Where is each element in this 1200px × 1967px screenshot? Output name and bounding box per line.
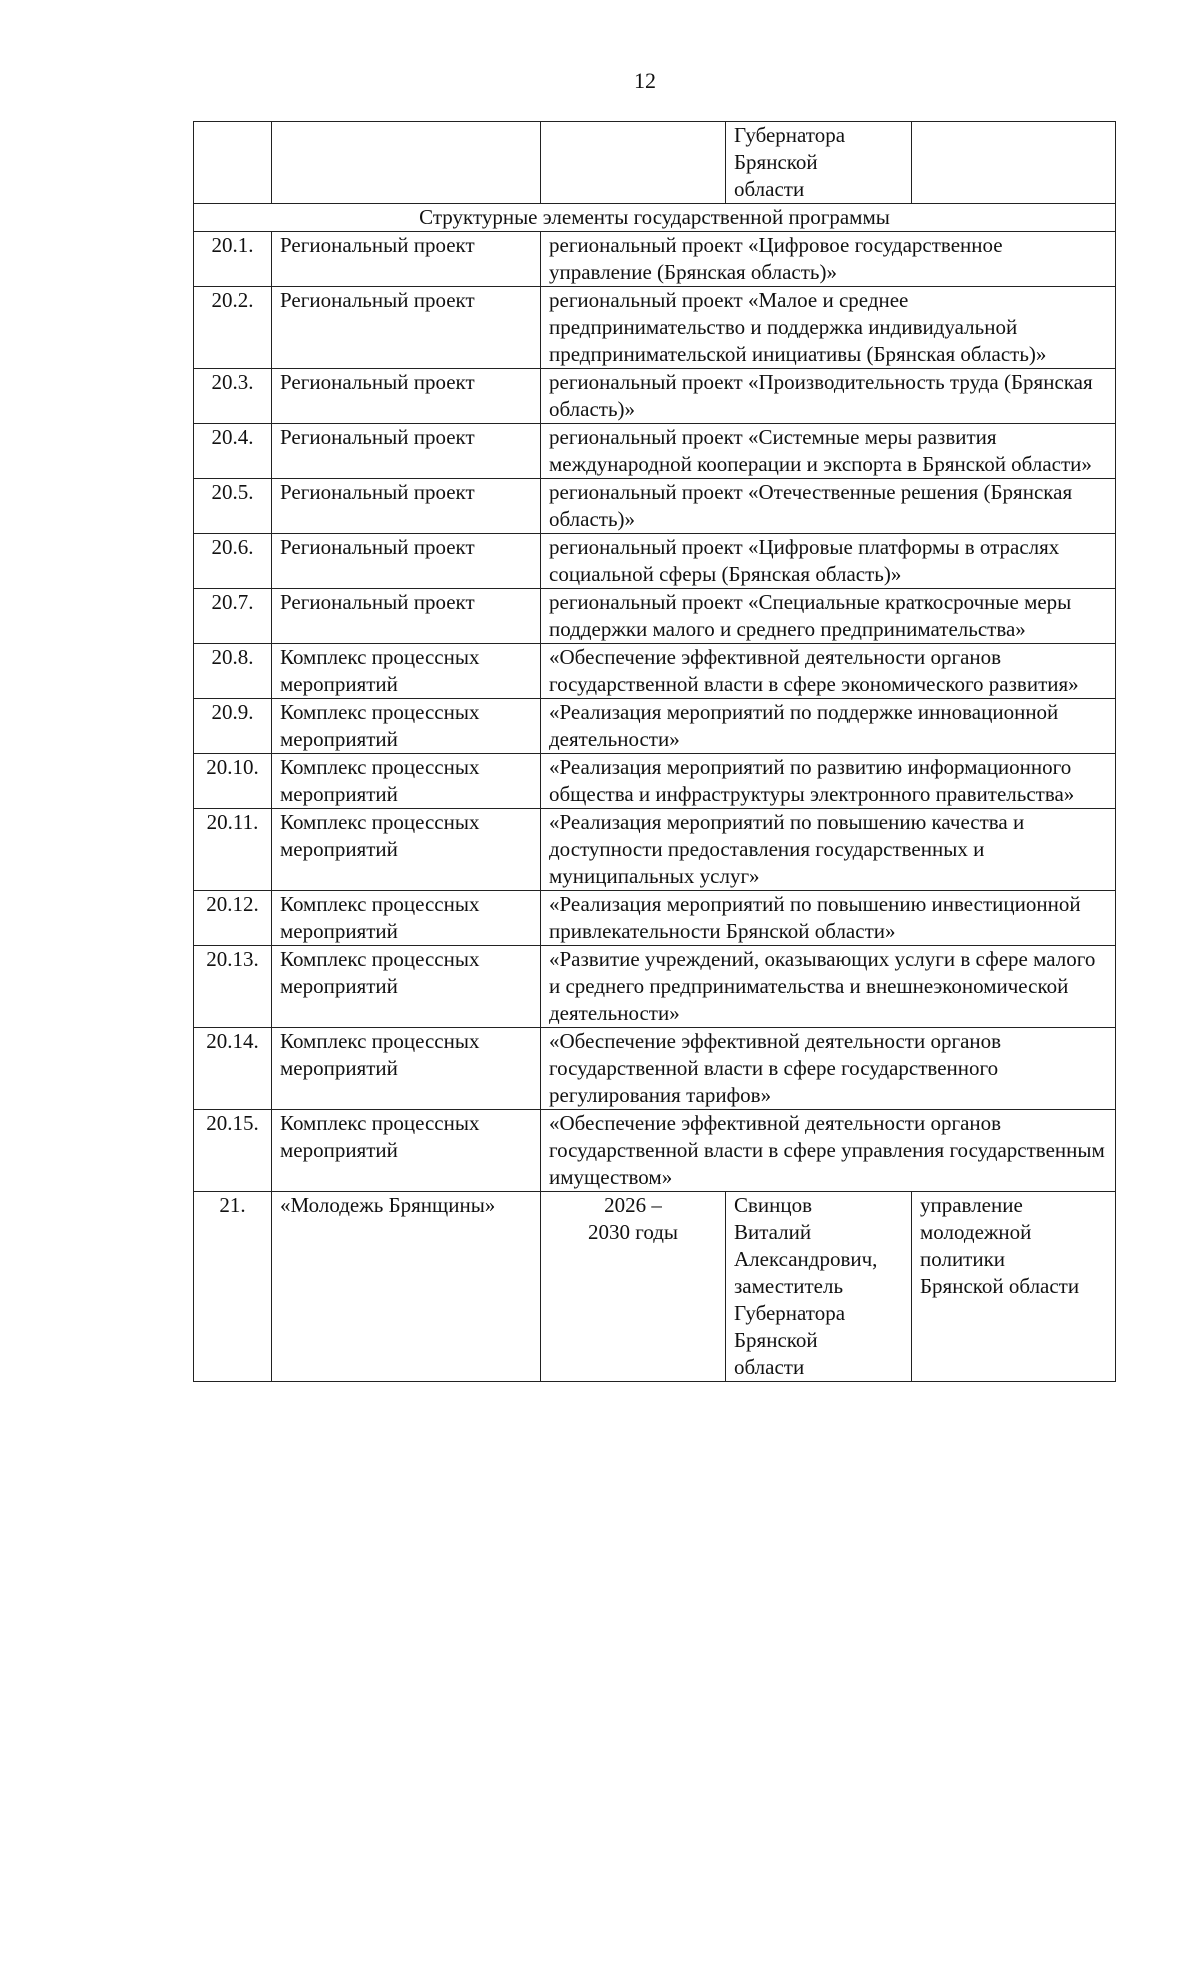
element-name: «Развитие учреждений, оказывающих услуги в сфере малого и среднего предпринимательства и внешнеэкономической деятельности» — [541, 946, 1116, 1028]
element-num: 20.8. — [194, 644, 272, 699]
element-type: Региональный проект — [272, 479, 541, 534]
table-row — [194, 1028, 1116, 1110]
table-row — [194, 891, 1116, 946]
program-executor: управление молодежной политики Брянской области — [912, 1192, 1116, 1382]
table-row — [194, 809, 1116, 891]
element-name: «Обеспечение эффективной деятельности органов государственной власти в сфере государственного регулирования тарифов» — [541, 1028, 1116, 1110]
element-type: Региональный проект — [272, 232, 541, 287]
element-type: Региональный проект — [272, 287, 541, 369]
program-period: 2026 – 2030 годы — [541, 1192, 726, 1382]
element-type: Комплекс процессных мероприятий — [272, 1110, 541, 1192]
program-num: 21. — [194, 1192, 272, 1382]
element-name: региональный проект «Производительность труда (Брянская область)» — [541, 369, 1116, 424]
table-row — [194, 369, 1116, 424]
element-name: региональный проект «Специальные краткосрочные меры поддержки малого и среднего предпринимательства» — [541, 589, 1116, 644]
top-continuation-row — [194, 122, 1116, 204]
table-row — [194, 1110, 1116, 1192]
element-name: «Реализация мероприятий по развитию информационного общества и инфраструктуры электронного правительства» — [541, 754, 1116, 809]
page-number: 12 — [634, 68, 656, 93]
element-name: региональный проект «Малое и среднее предпринимательство и поддержка индивидуальной предпринимательской инициативы (Брянская область)» — [541, 287, 1116, 369]
element-type: Комплекс процессных мероприятий — [272, 1028, 541, 1110]
table-row — [194, 287, 1116, 369]
element-name: «Обеспечение эффективной деятельности органов государственной власти в сфере управления государственным имуществом» — [541, 1110, 1116, 1192]
element-num: 20.4. — [194, 424, 272, 479]
element-name: региональный проект «Цифровое государственное управление (Брянская область)» — [541, 232, 1116, 287]
section-title: Структурные элементы государственной программы — [194, 204, 1116, 232]
element-num: 20.10. — [194, 754, 272, 809]
element-name: «Реализация мероприятий по поддержке инновационной деятельности» — [541, 699, 1116, 754]
element-type: Региональный проект — [272, 534, 541, 589]
element-name: «Обеспечение эффективной деятельности органов государственной власти в сфере экономического развития» — [541, 644, 1116, 699]
element-type: Комплекс процессных мероприятий — [272, 754, 541, 809]
element-type: Комплекс процессных мероприятий — [272, 809, 541, 891]
element-type: Комплекс процессных мероприятий — [272, 891, 541, 946]
table-row — [194, 479, 1116, 534]
element-name: региональный проект «Отечественные решения (Брянская область)» — [541, 479, 1116, 534]
program-name: «Молодежь Брянщины» — [272, 1192, 541, 1382]
table-row — [194, 232, 1116, 287]
table-row — [194, 424, 1116, 479]
element-type: Региональный проект — [272, 589, 541, 644]
structural-elements — [194, 232, 1116, 1192]
top-cell-executor — [912, 122, 1116, 204]
element-name: «Реализация мероприятий по повышению инвестиционной привлекательности Брянской области» — [541, 891, 1116, 946]
table-row — [194, 754, 1116, 809]
top-cell-num — [194, 122, 272, 204]
element-num: 20.15. — [194, 1110, 272, 1192]
table-row — [194, 534, 1116, 589]
section-row — [194, 204, 1116, 232]
top-cell-name — [272, 122, 541, 204]
element-type: Региональный проект — [272, 424, 541, 479]
element-num: 20.9. — [194, 699, 272, 754]
element-type: Комплекс процессных мероприятий — [272, 644, 541, 699]
table-row — [194, 589, 1116, 644]
program-curator: Свинцов Виталий Александрович, заместитель Губернатора Брянской области — [726, 1192, 912, 1382]
table-row — [194, 644, 1116, 699]
element-num: 20.11. — [194, 809, 272, 891]
program-table — [193, 121, 1116, 1382]
top-cell-curator: Губернатора Брянской области — [726, 122, 912, 204]
element-num: 20.1. — [194, 232, 272, 287]
element-num: 20.3. — [194, 369, 272, 424]
element-name: региональный проект «Цифровые платформы в отраслях социальной сферы (Брянская область)» — [541, 534, 1116, 589]
program-row — [194, 1192, 1116, 1382]
element-type: Комплекс процессных мероприятий — [272, 699, 541, 754]
table-row — [194, 946, 1116, 1028]
element-name: «Реализация мероприятий по повышению качества и доступности предоставления государственных и муниципальных услуг» — [541, 809, 1116, 891]
element-num: 20.6. — [194, 534, 272, 589]
element-type: Региональный проект — [272, 369, 541, 424]
element-num: 20.5. — [194, 479, 272, 534]
top-cell-period — [541, 122, 726, 204]
element-name: региональный проект «Системные меры развития международной кооперации и экспорта в Брянской области» — [541, 424, 1116, 479]
element-num: 20.7. — [194, 589, 272, 644]
element-num: 20.2. — [194, 287, 272, 369]
element-type: Комплекс процессных мероприятий — [272, 946, 541, 1028]
table-row — [194, 699, 1116, 754]
element-num: 20.14. — [194, 1028, 272, 1110]
element-num: 20.12. — [194, 891, 272, 946]
element-num: 20.13. — [194, 946, 272, 1028]
